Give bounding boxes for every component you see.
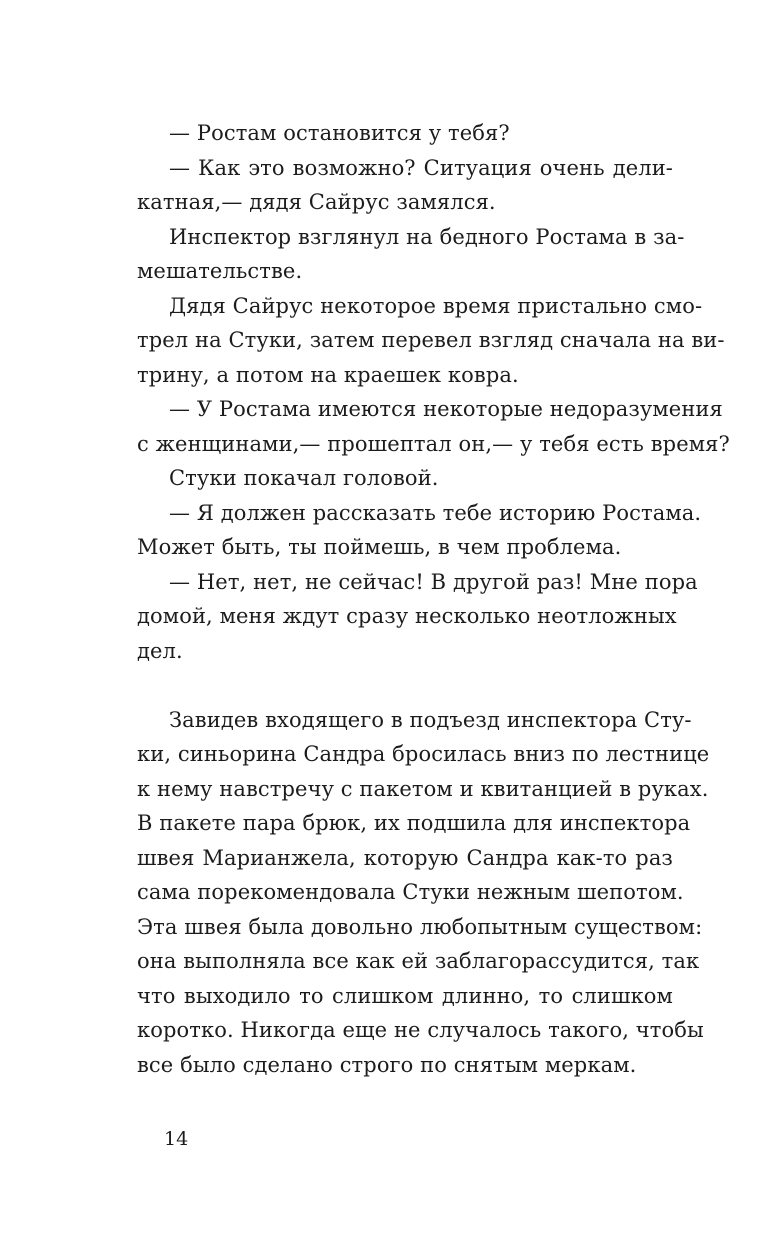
text-line: коротко. Никогда еще не случалось такого, чтобы bbox=[137, 1018, 704, 1042]
text-line: Стуки покачал головой. bbox=[169, 466, 439, 490]
text-line: она выполняла все как ей заблагорассудится, так bbox=[137, 949, 700, 973]
text-line: ки, синьорина Сандра бросилась вниз по лестнице bbox=[137, 742, 710, 766]
page-number: 14 bbox=[164, 1128, 189, 1150]
text-line: Эта швея была довольно любопытным существом: bbox=[137, 914, 703, 939]
text-line: швея Марианжела, которую Сандра как-то раз bbox=[137, 845, 673, 870]
text-line: домой, меня ждут сразу несколько неотложных bbox=[137, 604, 677, 628]
text-line: Инспектор взглянул на бедного Ростама в за- bbox=[169, 224, 685, 249]
text-line: все было сделано строго по снятым меркам. bbox=[137, 1052, 637, 1077]
section-break bbox=[137, 668, 673, 703]
text-line: Завидев входящего в подъезд инспектора Сту- bbox=[169, 707, 692, 732]
text-line: В пакете пара брюк, их подшила для инспектора bbox=[137, 811, 691, 835]
text-line: — Как это возможно? Ситуация очень дели- bbox=[169, 155, 673, 180]
text-line: что выходило то слишком длинно, то слишком bbox=[137, 983, 673, 1008]
text-line: сама порекомендовала Стуки нежным шепотом. bbox=[137, 880, 684, 904]
text-line: трел на Стуки, затем перевел взгляд сначала на ви- bbox=[137, 328, 725, 352]
page-body bbox=[137, 116, 730, 1082]
text-line: дел. bbox=[137, 638, 183, 663]
text-line: трину, а потом на краешек ковра. bbox=[137, 362, 519, 387]
text-line: Может быть, ты поймешь, в чем проблема. bbox=[137, 535, 622, 559]
text-line: мешательстве. bbox=[137, 259, 303, 283]
text-line: — У Ростама имеются некоторые недоразумения bbox=[169, 397, 723, 421]
text-line: с женщинами,— прошептал он,— у тебя есть время? bbox=[137, 431, 730, 456]
text-line: — Нет, нет, не сейчас! В другой раз! Мне пора bbox=[169, 569, 698, 594]
text-line: — Ростам остановится у тебя? bbox=[169, 121, 510, 145]
text-line: Дядя Сайрус некоторое время пристально смо- bbox=[169, 293, 703, 318]
text-line: к нему навстречу с пакетом и квитанцией в руках. bbox=[137, 776, 709, 801]
text-line: — Я должен рассказать тебе историю Ростама. bbox=[169, 500, 702, 525]
text-line: катная,— дядя Сайрус замялся. bbox=[137, 190, 496, 214]
